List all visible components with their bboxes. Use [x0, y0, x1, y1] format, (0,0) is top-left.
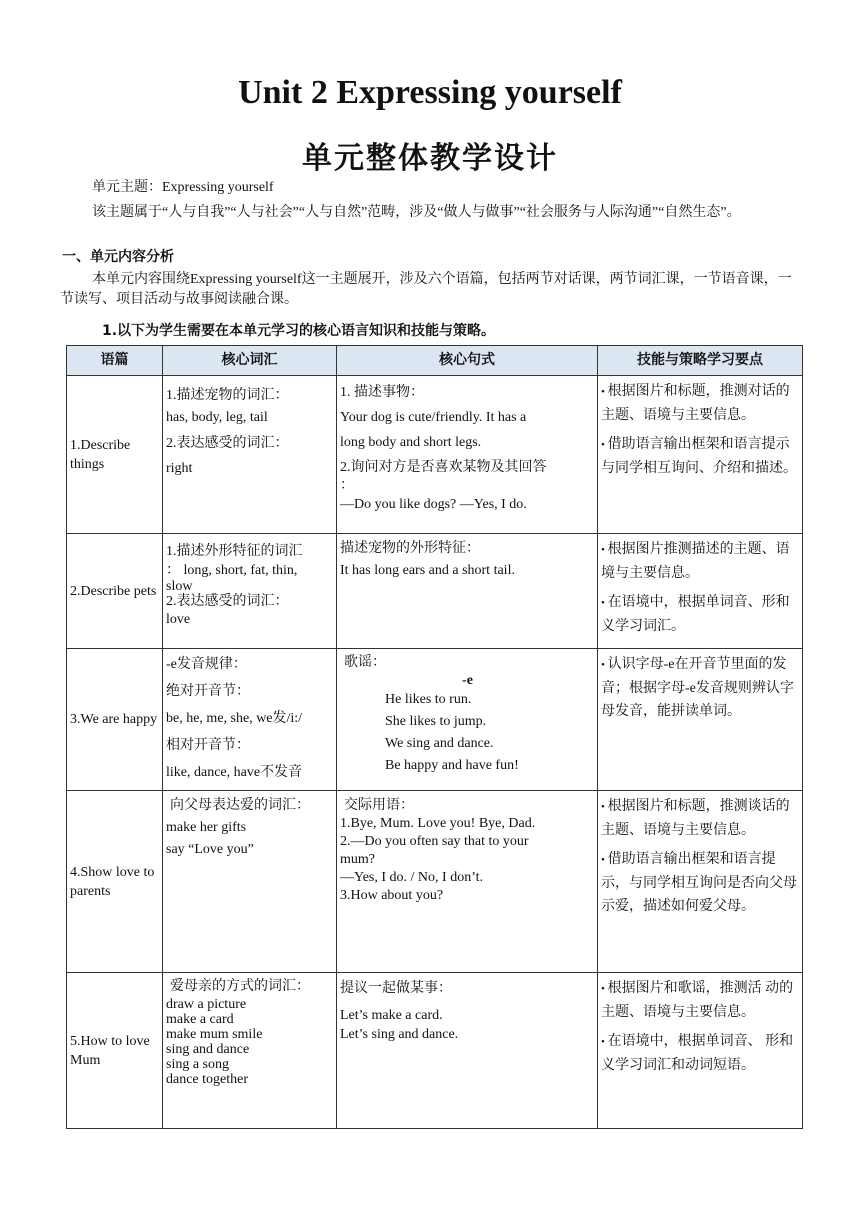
- content-table: [66, 345, 803, 1129]
- topic-cell: 1.Describe things: [67, 376, 163, 534]
- document-subtitle: 单元整体教学设计: [302, 141, 558, 176]
- table-row: [67, 973, 803, 1129]
- topic-cell: 5.How to love Mum: [67, 973, 163, 1129]
- topic-cell: 2.Describe pets: [67, 534, 163, 649]
- skills-cell: • 根据图片和标题，推测对话的主题、语境与主要信息。 • 借助语言输出框架和语言提示与同学相互询问、介绍和描述。: [598, 376, 803, 534]
- document-title: Unit 2 Expressing yourself: [238, 74, 622, 111]
- topic-cell: 3.We are happy: [67, 649, 163, 791]
- table-header-row: [67, 346, 803, 376]
- skills-cell: • 根据图片和标题，推测谈话的主题、语境与主要信息。 • 借助语言输出框架和语言提示，与同学相互询问是否向父母示爱，描述如何爱父母。: [598, 791, 803, 973]
- skills-cell: • 根据图片推测描述的主题、语境与主要信息。 • 在语境中，根据单词音、形和义学习词汇。: [598, 534, 803, 649]
- sentence-cell: 歌谣： -e He likes to run. She likes to jump. We sing and dance. Be happy and have fun!: [337, 649, 598, 791]
- header-cell: 核心词汇: [163, 346, 337, 376]
- vocab-cell: 向父母表达爱的词汇： make her gifts say “Love you”: [163, 791, 337, 973]
- vocab-cell: 爱母亲的方式的词汇： draw a picture make a card make mum smile sing and dance sing a song dance together: [163, 973, 337, 1129]
- table-caption: 1.以下为学生需要在本单元学习的核心语言知识和技能与策略。: [102, 323, 496, 339]
- header-cell: 技能与策略学习要点: [598, 346, 803, 376]
- unit-theme: 单元主题：Expressing yourself: [92, 180, 274, 195]
- header-cell: 语篇: [67, 346, 163, 376]
- vocab-cell: 1.描述宠物的词汇： has, body, leg, tail 2.表达感受的词汇： right: [163, 376, 337, 534]
- section-text: 本单元内容围绕Expressing yourself这一主题展开，涉及六个语篇，包括两节对话课，两节词汇课，一节语音课，一节读写、项目活动与故事阅读融合课。: [60, 272, 792, 307]
- section-heading: 一、单元内容分析: [62, 249, 174, 265]
- sentence-cell: 1. 描述事物： Your dog is cute/friendly. It has a long body and short legs. 2.询问对方是否喜欢某物及其回答 ： —Do you like dogs? —Yes, I do.: [337, 376, 598, 534]
- sentence-cell: 交际用语： 1.Bye, Mum. Love you! Bye, Dad. 2.—Do you often say that to your mum? —Yes, I do. / No, I don’t. 3.How about you?: [337, 791, 598, 973]
- skills-cell: • 根据图片和歌谣，推测活 动的主题、语境与主要信息。 • 在语境中，根据单词音、 形和义学习词汇和动词短语。: [598, 973, 803, 1129]
- theme-description: 该主题属于“人与自我”“人与社会”“人与自然”范畴，涉及“做人与做事”“社会服务与人际沟通”“自然生态”。: [92, 205, 741, 220]
- vocab-cell: -e发音规律： 绝对开音节： be, he, me, she, we发/i:/ 相对开音节： like, dance, have不发音: [163, 649, 337, 791]
- sentence-cell: 描述宠物的外形特征： It has long ears and a short tail.: [337, 534, 598, 649]
- table-row: [67, 376, 803, 534]
- table-row: [67, 649, 803, 791]
- rhyme-title: -e: [462, 673, 473, 688]
- skills-cell: • 认识字母-e在开音节里面的发音；根据字母-e发音规则辨认字母发音，能拼读单词。: [598, 649, 803, 791]
- header-cell: 核心句式: [337, 346, 598, 376]
- vocab-cell: 1.描述外形特征的词汇 ： long, short, fat, thin, slow 2.表达感受的词汇： love: [163, 534, 337, 649]
- table-row: [67, 534, 803, 649]
- sentence-cell: 提议一起做某事： Let’s make a card. Let’s sing and dance.: [337, 973, 598, 1129]
- table-row: [67, 791, 803, 973]
- topic-cell: 4.Show love to parents: [67, 791, 163, 973]
